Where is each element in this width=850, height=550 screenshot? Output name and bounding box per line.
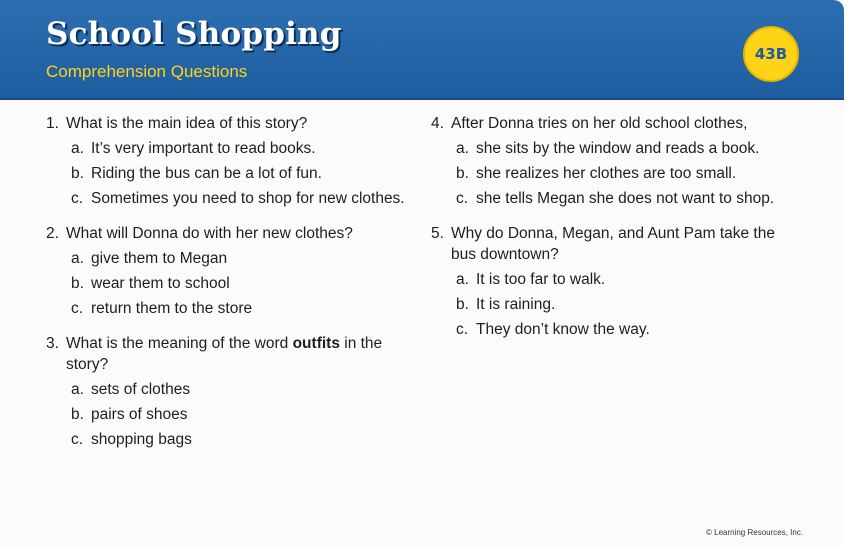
question-text: What will Donna do with her new clothes? (66, 225, 353, 242)
option-text: wear them to school (91, 275, 230, 292)
option-letter: a. (71, 381, 84, 398)
answer-option (431, 319, 791, 340)
option-text: They don’t know the way. (476, 321, 650, 338)
question-4 (431, 113, 791, 209)
answer-option (46, 248, 406, 269)
card-header (0, 0, 844, 100)
right-column (431, 113, 791, 354)
option-text: It is raining. (476, 296, 556, 313)
option-text: sets of clothes (91, 381, 191, 398)
answer-option (431, 163, 791, 184)
option-letter: b. (71, 275, 84, 292)
page-subtitle: Comprehension Questions (46, 62, 248, 81)
card-number-badge: 43B (743, 26, 799, 82)
option-text: Riding the bus can be a lot of fun. (91, 165, 322, 182)
answer-option (46, 404, 406, 425)
option-letter: c. (456, 321, 469, 338)
answer-option (46, 429, 406, 450)
option-text: she realizes her clothes are too small. (476, 165, 737, 182)
option-letter: b. (456, 296, 469, 313)
question-number: 2. (46, 225, 59, 242)
option-letter: c. (71, 431, 84, 448)
answer-option (431, 188, 791, 209)
question-number: 4. (431, 115, 444, 132)
option-text: she sits by the window and reads a book. (476, 140, 760, 157)
answer-option (46, 163, 406, 184)
answer-option (431, 294, 791, 315)
answer-option (46, 188, 406, 209)
vocabulary-word: outfits (292, 335, 340, 352)
question-2 (46, 223, 406, 319)
question-3 (46, 333, 406, 450)
option-text: It is too far to walk. (476, 271, 606, 288)
question-text-part: in the story? (66, 335, 383, 373)
option-text: Sometimes you need to shop for new clothes. (91, 190, 405, 207)
option-letter: a. (456, 271, 469, 288)
question-1 (46, 113, 406, 209)
copyright-notice: © Learning Resources, Inc. (706, 528, 804, 537)
question-number: 5. (431, 225, 444, 242)
option-text: she tells Megan she does not want to shop. (476, 190, 775, 207)
answer-option (431, 269, 791, 290)
option-letter: a. (71, 140, 84, 157)
option-letter: b. (71, 165, 84, 182)
option-letter: c. (456, 190, 469, 207)
answer-option (431, 138, 791, 159)
option-text: pairs of shoes (91, 406, 188, 423)
question-number: 1. (46, 115, 59, 132)
option-letter: c. (71, 190, 84, 207)
option-text: shopping bags (91, 431, 192, 448)
option-letter: a. (71, 250, 84, 267)
option-text: give them to Megan (91, 250, 228, 267)
option-letter: b. (71, 406, 84, 423)
question-text (66, 333, 406, 375)
page-title: School Shopping (46, 16, 342, 52)
option-text: return them to the store (91, 300, 253, 317)
option-letter: c. (71, 300, 84, 317)
question-5 (431, 223, 791, 340)
question-number: 3. (46, 335, 59, 352)
question-text-part: What is the meaning of the word (66, 335, 293, 352)
answer-option (46, 379, 406, 400)
question-text: After Donna tries on her old school clothes, (451, 115, 748, 132)
answer-option (46, 273, 406, 294)
option-letter: a. (456, 140, 469, 157)
left-column (46, 113, 406, 464)
answer-option (46, 138, 406, 159)
question-text: What is the main idea of this story? (66, 115, 308, 132)
answer-option (46, 298, 406, 319)
option-letter: b. (456, 165, 469, 182)
question-text: Why do Donna, Megan, and Aunt Pam take the bus downtown? (451, 225, 775, 263)
option-text: It’s very important to read books. (91, 140, 316, 157)
